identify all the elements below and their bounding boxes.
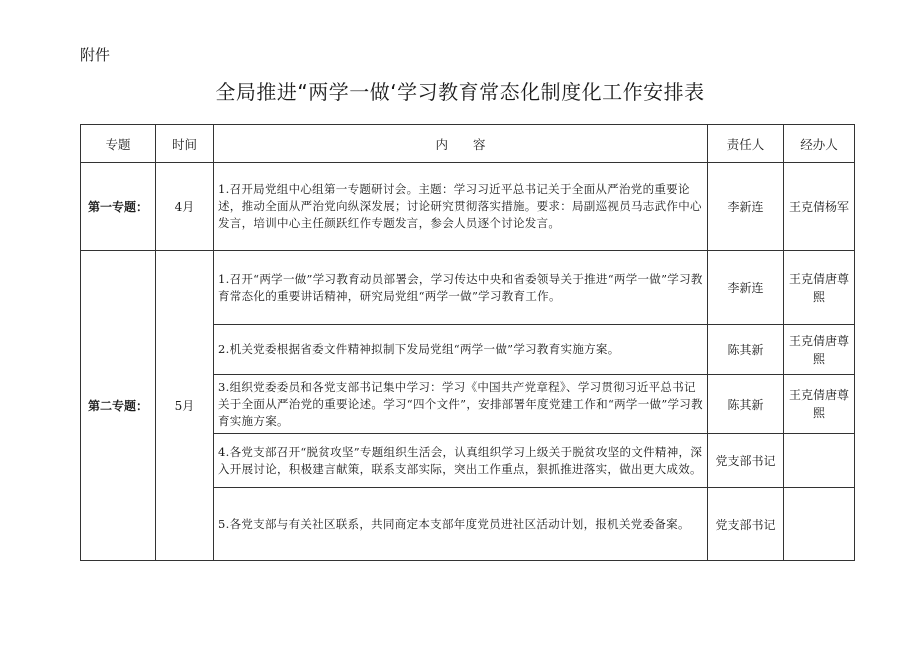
handler-cell [784, 488, 855, 561]
table-header-row [81, 125, 855, 163]
responsible-cell: 陈其新 [708, 325, 784, 375]
handler-cell: 王克倩唐尊熙 [784, 325, 855, 375]
header-content: 内 容 [214, 125, 708, 163]
content-cell: 5.各党支部与有关社区联系，共同商定本支部年度党员进社区活动计划，报机关党委备案。 [214, 488, 708, 561]
time-cell: 4月 [156, 163, 214, 251]
content-cell: 1.召开“两学一做”学习教育动员部署会，学习传达中央和省委领导关于推进“两学一做”学习教育常态化的重要讲话精神，研究局党组“两学一做”学习教育工作。 [214, 251, 708, 325]
content-cell: 3.组织党委委员和各党支部书记集中学习：学习《中国共产党章程》、学习贯彻习近平总书记关于全面从严治党的重要论述。学习“四个文件”，安排部署年度党建工作和“两学一做”学习教育实施方案。 [214, 375, 708, 434]
content-cell: 1.召开局党组中心组第一专题研讨会。主题：学习习近平总书记关于全面从严治党的重要论述，推动全面从严治党向纵深发展；讨论研究贯彻落实措施。要求：局副巡视员马志武作中心发言，培训中心主任颜跃红作专题发言，参会人员逐个讨论发言。 [214, 163, 708, 251]
handler-cell [784, 434, 855, 488]
responsible-cell: 李新连 [708, 163, 784, 251]
header-topic: 专题 [81, 125, 156, 163]
content-cell: 2.机关党委根据省委文件精神拟制下发局党组“两学一做”学习教育实施方案。 [214, 325, 708, 375]
responsible-cell: 党支部书记 [708, 434, 784, 488]
responsible-cell: 陈其新 [708, 375, 784, 434]
attachment-label: 附件 [80, 46, 111, 64]
topic-cell: 第一专题： [81, 163, 156, 251]
table-row [81, 251, 855, 325]
topic-cell: 第二专题： [81, 251, 156, 561]
responsible-cell: 党支部书记 [708, 488, 784, 561]
table-row [81, 163, 855, 251]
header-time: 时间 [156, 125, 214, 163]
handler-cell: 王克倩唐尊熙 [784, 251, 855, 325]
handler-cell: 王克倩杨军 [784, 163, 855, 251]
time-cell: 5月 [156, 251, 214, 561]
content-cell: 4.各党支部召开“脱贫攻坚”专题组织生活会，认真组织学习上级关于脱贫攻坚的文件精神，深入开展讨论，积极建言献策，联系支部实际，突出工作重点，狠抓推进落实，做出更大成效。 [214, 434, 708, 488]
page-title: 全局推进“两学一做‘学习教育常态化制度化工作安排表 [215, 80, 705, 104]
work-schedule-table [80, 124, 855, 561]
handler-cell: 王克倩唐尊熙 [784, 375, 855, 434]
header-responsible: 责任人 [708, 125, 784, 163]
responsible-cell: 李新连 [708, 251, 784, 325]
header-handler: 经办人 [784, 125, 855, 163]
